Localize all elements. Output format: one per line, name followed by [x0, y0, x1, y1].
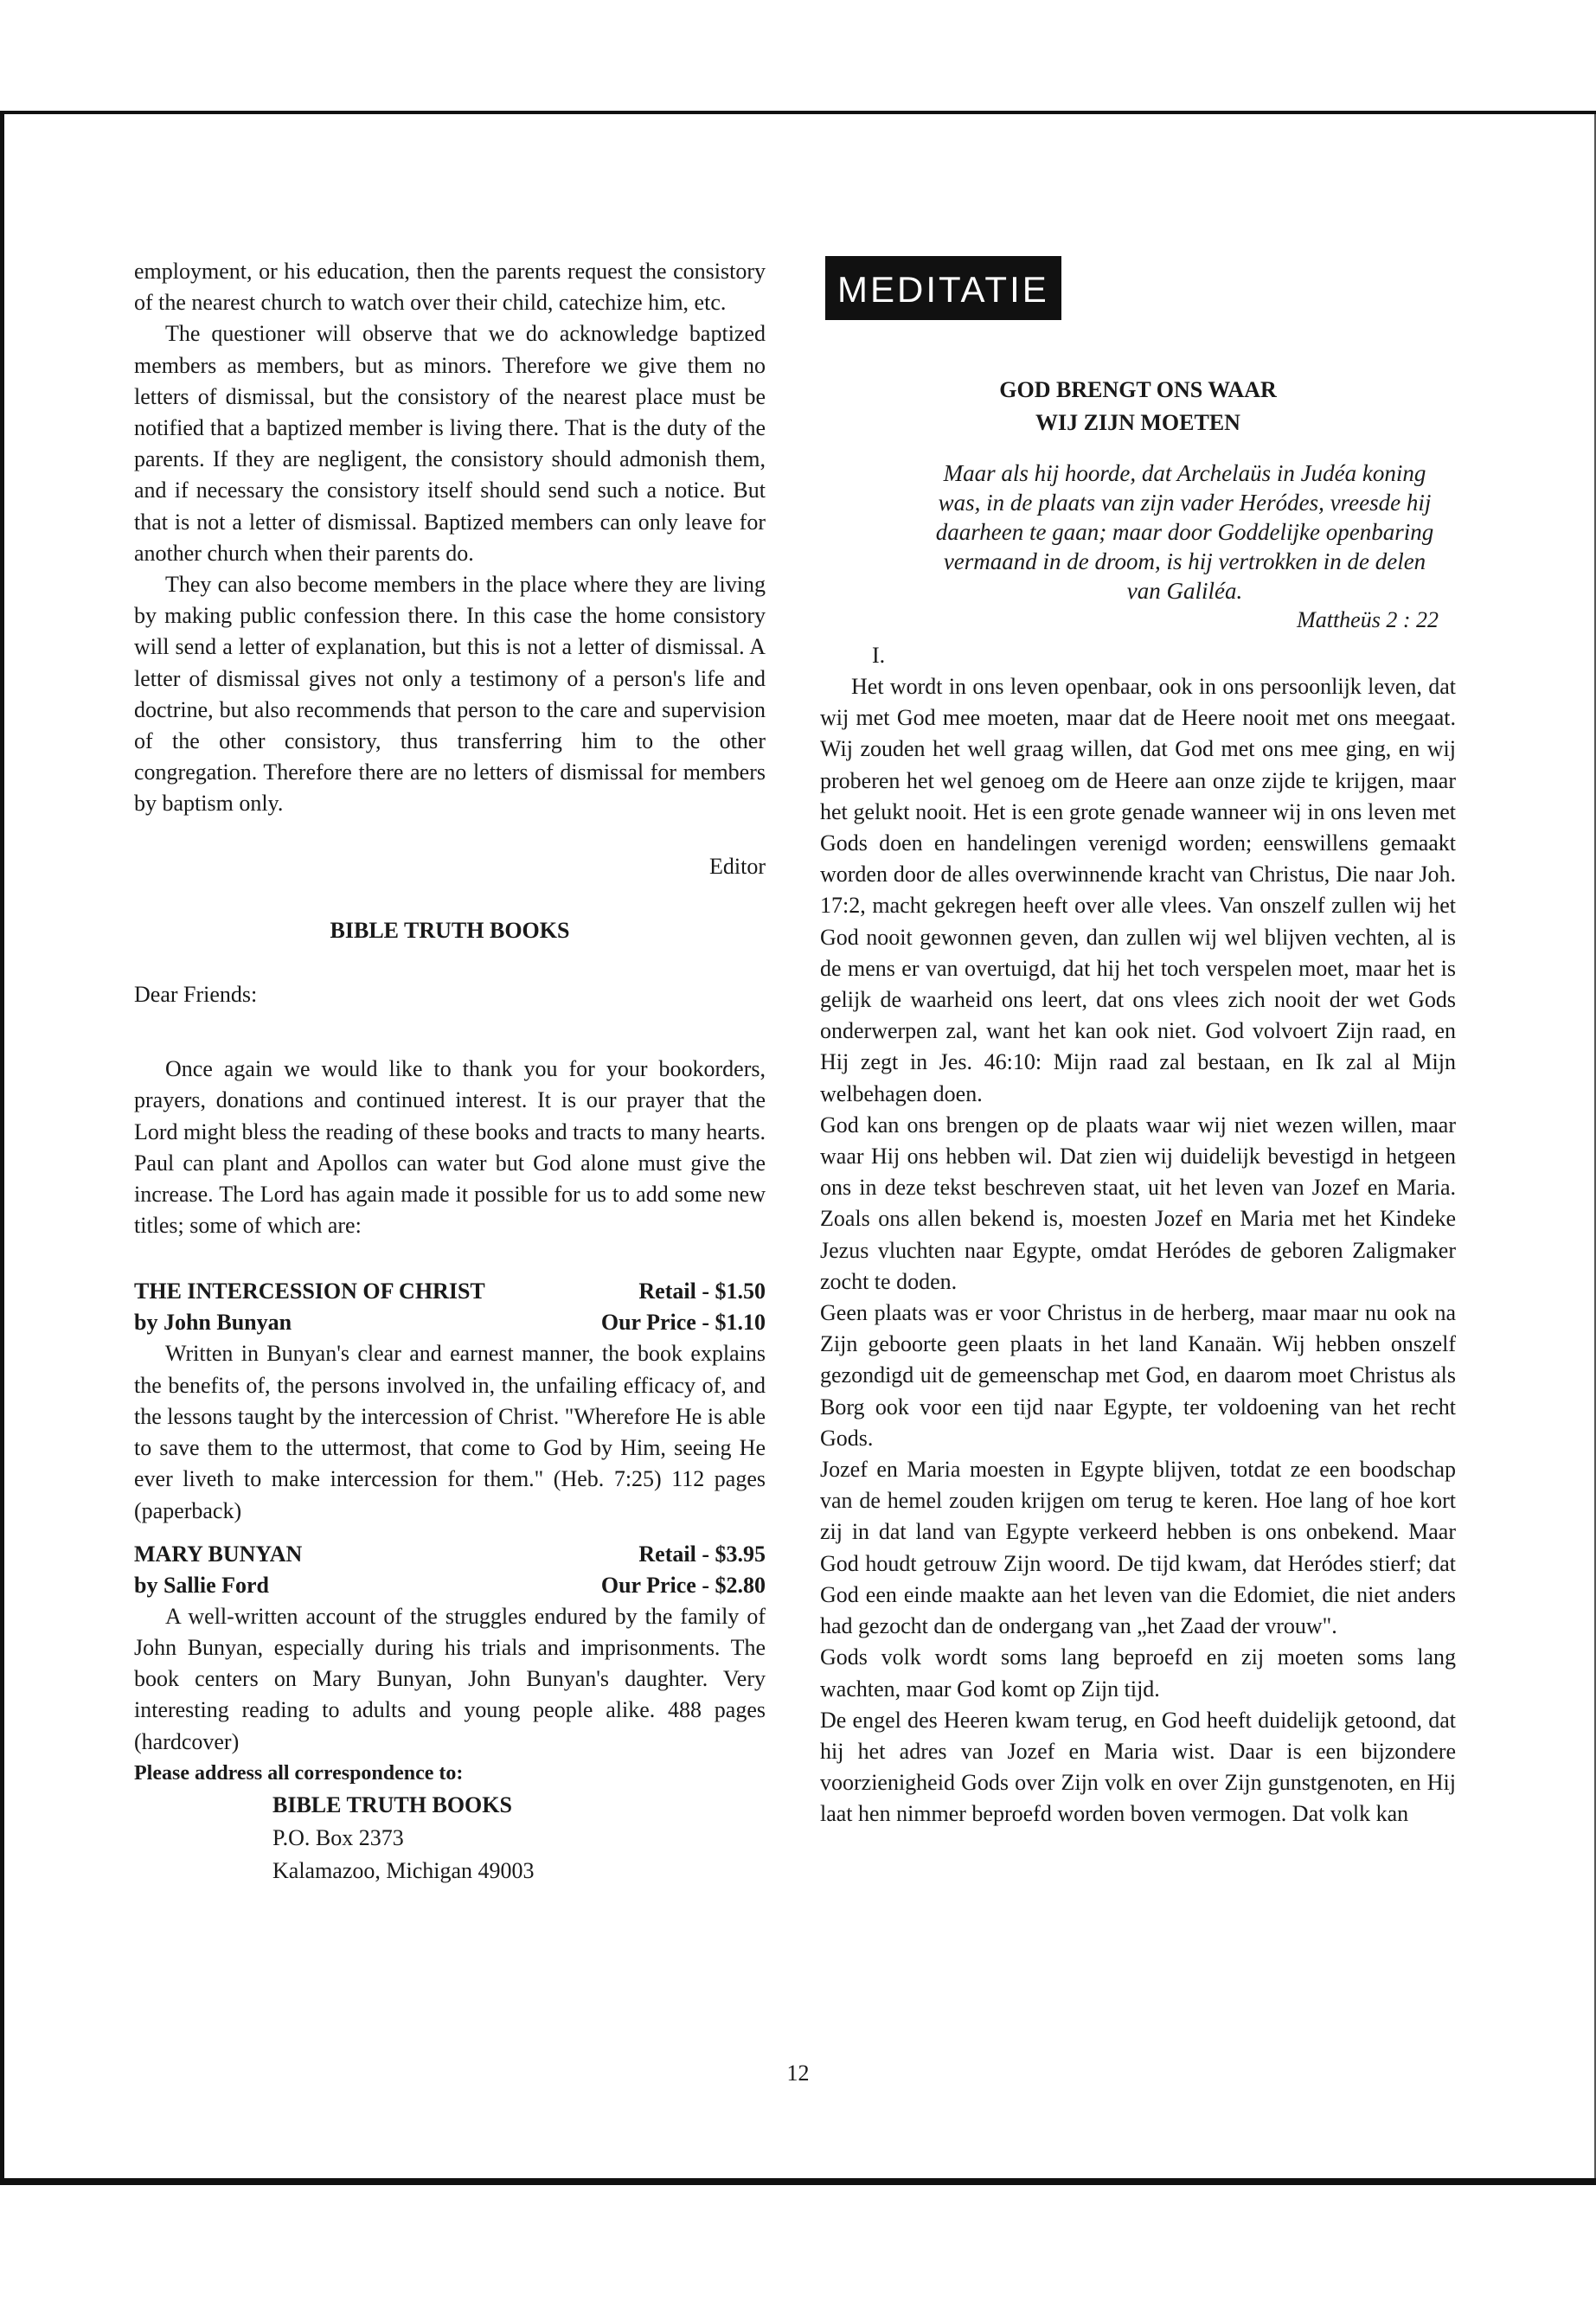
- meditation-title-line: GOD BRENGT ONS WAAR: [999, 377, 1277, 402]
- page-number: 12: [786, 2061, 810, 2086]
- book-title-row: [134, 1539, 766, 1570]
- our-price: Our Price - $1.10: [600, 1310, 766, 1336]
- meditation-title-line: WIJ ZIJN MOETEN: [1035, 410, 1240, 435]
- address-org: BIBLE TRUTH BOOKS: [272, 1791, 512, 1817]
- left-column: [134, 256, 766, 1888]
- verse-reference: Mattheüs 2 : 22: [1297, 607, 1439, 632]
- address-city: Kalamazoo, Michigan 49003: [272, 1857, 535, 1883]
- paragraph: The questioner will observe that we do acknowledge baptized members as members, but as minors. Therefore we give them no letters of dismissal, but the consistory of the nearest place must be notified that a baptized member is living there. That is the duty of the parents. If they are negligent, the consistory should admonish them, and if necessary the consistory itself should send such a notice. But that is not a letter of dismissal. Baptized members can only leave for another church when their parents do.: [134, 321, 766, 566]
- our-price: Our Price - $2.80: [600, 1572, 766, 1598]
- book-author: by Sallie Ford: [134, 1572, 270, 1598]
- scripture-verse: Maar als hij hoorde, dat Archelaüs in Judéa koning was, in de plaats van zijn vader Heródes, vreesde hij daarheen te gaan; maar door Goddelijke openbaring vermaand in de droom, is hij vertrokken in de delen van Galiléa.: [935, 460, 1434, 604]
- book-author-row: [134, 1307, 766, 1338]
- paragraph: They can also become members in the place where they are living by making public confession there. In this case the home consistory will send a letter of explanation, but this is not a letter of dismissal. A letter of dismissal gives not only a testimony of a person's life and doctrine, but also recommends that person to the care and supervision of the other consistory, thus transferring him to the other congregation. Therefore there are no letters of dismissal for members by baptism only.: [134, 572, 766, 817]
- bottom-border-rule: [0, 2178, 1596, 2185]
- paragraph: employment, or his education, then the parents request the consistory of the nearest church to watch over their child, catechize him, etc.: [134, 259, 766, 316]
- book-entry: [134, 1539, 766, 1758]
- book-author-row: [134, 1570, 766, 1601]
- paragraph: De engel des Heeren kwam terug, en God heeft duidelijk getoond, dat hij het adres van Jozef en Maria wist. Daar is een bijzondere voorzienigheid Gods over Zijn volk en over Zijn gunstgenoten, en Hij laat hen nimmer beproefd worden boven vermogen. Dat volk kan: [820, 1707, 1456, 1827]
- retail-price: Retail - $3.95: [638, 1541, 766, 1567]
- paragraph: Geen plaats was er voor Christus in de herberg, maar maar nu ook na Zijn geboorte geen plaats in het land Kanaän. Wij hebben onszelf gezondigd uit de gemeenschap met God, en daarom moet Christus als Borg ook voor een tijd naar Egypte, ter voldoening van het recht Gods.: [820, 1300, 1456, 1451]
- left-edge-border: [0, 114, 4, 2178]
- top-border-rule: [0, 111, 1596, 114]
- section-numeral: I.: [872, 643, 886, 668]
- book-title-row: [134, 1276, 766, 1307]
- retail-price: Retail - $1.50: [638, 1279, 766, 1304]
- paragraph: Jozef en Maria moesten in Egypte blijven, totdat ze een boodschap van de hemel zouden krijgen om terug te keren. Hoe lang of hoe kort zij in dat land van Egypte verkeerd hebben is ons onbekend. Maar God houdt getrouw Zijn woord. De tijd kwam, dat Heródes stierf; dat God een einde maakte aan het leven van die Edomiet, die niet anders had gezocht dan de ondergang van „het Zaad der vrouw".: [820, 1457, 1456, 1639]
- book-title: THE INTERCESSION OF CHRIST: [134, 1279, 485, 1304]
- book-title: MARY BUNYAN: [134, 1541, 303, 1567]
- mailing-address: [272, 1789, 766, 1888]
- bible-truth-books-heading: BIBLE TRUTH BOOKS: [330, 917, 570, 943]
- address-box: P.O. Box 2373: [272, 1824, 404, 1850]
- meditatie-banner: MEDITATIE: [825, 256, 1061, 320]
- right-column: [820, 256, 1456, 1830]
- paragraph: Gods volk wordt soms lang beproefd en zij moeten soms lang wachten, maar God komt op Zijn tijd.: [820, 1644, 1456, 1702]
- editor-signature: Editor: [709, 853, 766, 879]
- paragraph: God kan ons brengen op de plaats waar wij niet wezen willen, maar waar Hij ons hebben wil. Dat zien wij duidelijk bevestigd in hetgeen ons in deze tekst beschreven staat, uit het leven van Jozef en Maria. Zoals ons allen bekend is, moesten Jozef en Maria met het Kindeke Jezus vluchten naar Egypte, omdat Heródes de geboren Zaligmaker zocht te doden.: [820, 1112, 1456, 1294]
- book-description: Written in Bunyan's clear and earnest manner, the book explains the benefits of, the persons involved in, the unfailing efficacy of, and the lessons taught by the intercession of Christ. "Wherefore He is able to save them to the uttermost, that come to God by Him, seeing He ever liveth to make intercession for them." (Heb. 7:25) 112 pages (paperback): [134, 1341, 766, 1523]
- book-entry: [134, 1276, 766, 1526]
- letter-body: Once again we would like to thank you for your bookorders, prayers, donations and continued interest. It is our prayer that the Lord might bless the reading of these books and tracts to many hearts. Paul can plant and Apollos can water but God alone must give the increase. The Lord has again made it possible for us to add some new titles; some of which are:: [134, 1056, 766, 1239]
- salutation: Dear Friends:: [134, 982, 258, 1008]
- book-author: by John Bunyan: [134, 1310, 292, 1336]
- meditation-title: [820, 374, 1456, 439]
- address-lead: Please address all correspondence to:: [134, 1761, 464, 1785]
- paragraph: Het wordt in ons leven openbaar, ook in ons persoonlijk leven, dat wij met God mee moeten, maar dat de Heere nooit met ons meegaat. Wij zouden het well graag willen, dat God met ons mee ging, en wij proberen het wel genoeg om de Heere aan onze zijde te krijgen, maar het gelukt nooit. Het is een grote genade wanneer wij in ons leven met Gods doen en handelingen verenigd worden; eenswillens gemaakt worden door de alles overwinnende kracht van Christus, Die naar Joh. 17:2, macht gekregen heeft over alle vlees. Van onszelf zullen wij het God nooit gewonnen geven, dan zullen wij wel blijven vechten, al is de mens er van overtuigd, dat hij het toch verspelen moet, maar het is gelijk de waarheid ons leert, dat ons vlees zich nooit der wet Gods onderwerpen zal, want het kan ook niet. God volvoert Zijn raad, en Hij zegt in Jes. 46:10: Mijn raad zal bestaan, en Ik zal al Mijn welbehagen doen.: [820, 674, 1456, 1106]
- book-description: A well-written account of the struggles endured by the family of John Bunyan, especially during his trials and imprisonments. The book centers on Mary Bunyan, John Bunyan's daughter. Very interesting reading to adults and young people alike. 488 pages (hardcover): [134, 1603, 766, 1754]
